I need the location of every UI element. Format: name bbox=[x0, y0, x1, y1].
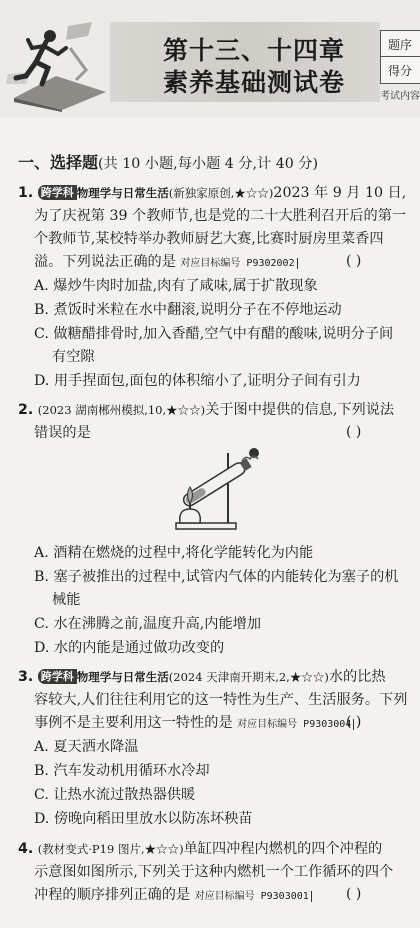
q2-option-a: A. 酒精在燃烧的过程中,将化学能转化为内能 bbox=[34, 545, 314, 561]
exam-note: 考试内容 bbox=[380, 91, 420, 102]
q3-target-code: 对应目标编号 P9303004 bbox=[237, 719, 354, 730]
q1-text: 个教师节,某校特举办教师厨艺大赛,比赛时厨房里菜香四 bbox=[34, 231, 384, 247]
test-tube-apparatus-diagram bbox=[150, 447, 275, 537]
section-desc: (共 10 小题,每小题 4 分,计 40 分) bbox=[98, 156, 318, 172]
q4-source: (教材变式·P19 图片,★☆☆) bbox=[37, 842, 184, 856]
q2-number: 2. bbox=[18, 402, 34, 418]
q4-text: 单缸四冲程内燃机的四个冲程的 bbox=[183, 841, 383, 857]
q4-text: 冲程的顺序排列正确的是 bbox=[34, 887, 191, 903]
q1-target-code: 对应目标编号 P9302002 bbox=[180, 258, 297, 269]
section-heading bbox=[18, 153, 318, 174]
q3-tag: 跨学科 bbox=[38, 669, 77, 684]
score-table-cell: 得分 bbox=[388, 64, 413, 78]
q3-text: 容较大,人们往往利用它的这一特性为生产、生活服务。下列 bbox=[34, 692, 408, 708]
q1-option-d: D. 用手捏面包,面包的体积缩小了,证明分子间有引力 bbox=[34, 373, 361, 389]
q3-source: (2024 天津南开期末,2,★☆☆) bbox=[168, 670, 329, 684]
q1-option-a: A. 爆炒牛肉时加盐,肉有了咸味,属于扩散现象 bbox=[34, 278, 318, 294]
q4-answer-blank[interactable]: ( ) bbox=[346, 886, 362, 902]
q2-text: 错误的是 bbox=[34, 425, 91, 441]
q2-answer-blank[interactable]: ( ) bbox=[346, 424, 362, 440]
score-table bbox=[380, 30, 420, 84]
title-line-1: 第十三、十四章 bbox=[162, 36, 345, 65]
q1-option-c: C. 做糖醋排骨时,加入香醋,空气中有醋的酸味,说明分子间 bbox=[34, 326, 394, 342]
q1-line-1 bbox=[18, 183, 406, 203]
q1-option-c-cont: 有空隙 bbox=[52, 349, 95, 365]
q3-line-1 bbox=[18, 667, 386, 687]
q3-text: 水的比热 bbox=[328, 669, 386, 685]
q2-line-1 bbox=[18, 400, 394, 420]
q1-text-last bbox=[34, 252, 298, 274]
q3-number: 3. bbox=[18, 669, 34, 685]
q3-text: 事例不是主要利用这一特性的是 bbox=[34, 715, 233, 731]
q1-answer-blank[interactable]: ( ) bbox=[346, 253, 362, 269]
q1-source: (新独家原创,★☆☆) bbox=[168, 186, 274, 200]
q2-option-c: C. 水在沸腾之前,温度升高,内能增加 bbox=[34, 616, 262, 632]
q3-text-last bbox=[34, 713, 354, 735]
q3-option-c: C. 让热水流过散热器供暖 bbox=[34, 787, 196, 803]
q3-category: 物理学与日常生活 bbox=[76, 670, 169, 684]
q3-option-a: A. 夏天洒水降温 bbox=[34, 739, 139, 755]
q4-text-last bbox=[34, 885, 312, 907]
q4-line-1 bbox=[18, 839, 382, 859]
q1-number: 1. bbox=[18, 185, 34, 201]
q2-text: 关于图中提供的信息,下列说法 bbox=[205, 402, 395, 418]
score-table-cell: 题序 bbox=[381, 31, 420, 57]
q3-option-d: D. 傍晚向稻田里放水以防冻坏秧苗 bbox=[34, 811, 253, 827]
runner-illustration-icon bbox=[6, 18, 116, 112]
section-label: 一、选择题 bbox=[18, 153, 99, 172]
header bbox=[0, 0, 420, 118]
q1-text: 为了庆祝第 39 个教师节,也是党的二十大胜利召开后的第一 bbox=[34, 208, 407, 224]
q2-source: (2023 湖南郴州模拟,10,★☆☆) bbox=[37, 403, 206, 417]
q1-option-b: B. 煮饭时米粒在水中翻滚,说明分子在不停地运动 bbox=[34, 302, 342, 318]
q1-text: 2023 年 9 月 10 日, bbox=[273, 185, 407, 201]
q3-answer-blank[interactable]: ( ) bbox=[346, 714, 362, 730]
q1-category: 物理学与日常生活 bbox=[76, 186, 169, 200]
q4-number: 4. bbox=[18, 841, 34, 857]
q2-option-d: D. 水的内能是通过做功改变的 bbox=[34, 640, 225, 656]
q3-option-b: B. 汽车发动机用循环水冷却 bbox=[34, 763, 210, 779]
q4-text: 示意图如图所示,下列关于这种内燃机一个工作循环的四个 bbox=[34, 864, 394, 880]
title-line-2: 素养基础测试卷 bbox=[162, 68, 345, 97]
q1-text: 溢。下列说法正确的是 bbox=[34, 254, 176, 270]
q2-option-b-cont: 械能 bbox=[52, 592, 81, 608]
q2-option-b: B. 塞子被推出的过程中,试管内气体的内能转化为塞子的机 bbox=[34, 569, 399, 585]
q4-target-code: 对应目标编号 P9303001 bbox=[195, 891, 312, 902]
q1-tag: 跨学科 bbox=[38, 185, 77, 200]
